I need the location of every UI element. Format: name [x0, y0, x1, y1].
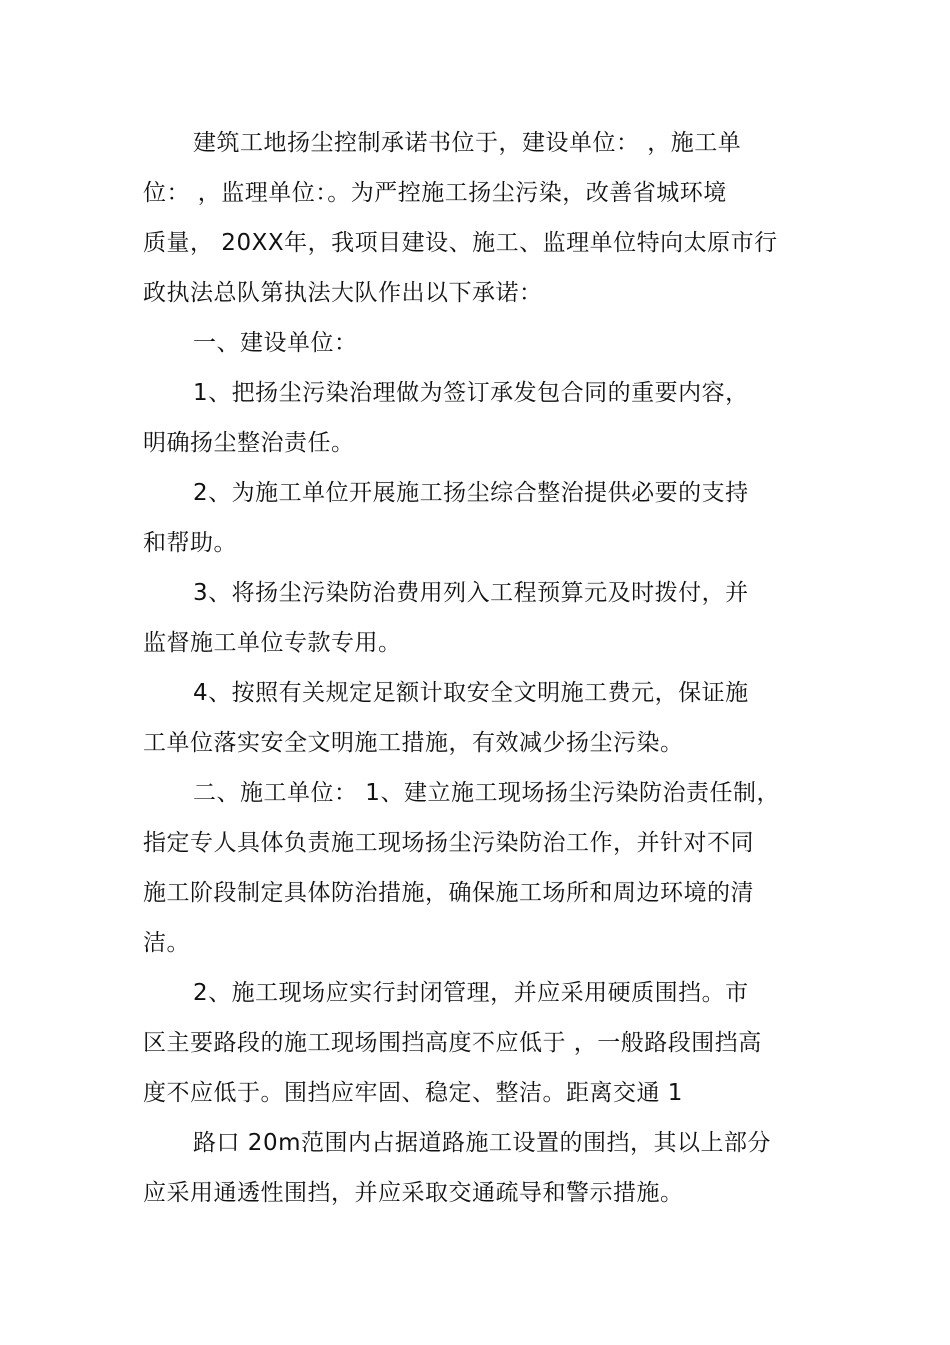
text-line: 应采用通透性围挡，并应采取交通疏导和警示措施。 — [143, 1180, 684, 1206]
text-line: 位： ，监理单位：。为严控施工扬尘污染，改善省城环境 — [143, 180, 727, 206]
text-line: 2、施工现场应实行封闭管理，并应采用硬质围挡。市 — [193, 980, 749, 1006]
text-line: 2、为施工单位开展施工扬尘综合整治提供必要的支持 — [193, 480, 749, 506]
text-line: 4、按照有关规定足额计取安全文明施工费元，保证施 — [193, 680, 749, 706]
text-line: 政执法总队第执法大队作出以下承诺： — [143, 280, 543, 306]
section-heading: 一、建设单位： — [193, 330, 358, 356]
text-line: 路口 20m范围内占据道路施工设置的围挡，其以上部分 — [193, 1130, 771, 1156]
section-heading: 二、施工单位： 1、建立施工现场扬尘污染防治责任制， — [193, 780, 780, 806]
text-line: 工单位落实安全文明施工措施，有效减少扬尘污染。 — [143, 730, 684, 756]
text-line: 指定专人具体负责施工现场扬尘污染防治工作，并针对不同 — [143, 830, 754, 856]
text-line: 3、将扬尘污染防治费用列入工程预算元及时拨付，并 — [193, 580, 749, 606]
text-line: 和帮助。 — [143, 530, 237, 556]
text-line: 质量， 20XX年，我项目建设、施工、监理单位特向太原市行 — [143, 230, 778, 256]
text-line: 建筑工地扬尘控制承诺书位于，建设单位： ，施工单 — [193, 130, 742, 156]
text-line: 监督施工单位专款专用。 — [143, 630, 402, 656]
text-line: 区主要路段的施工现场围挡高度不应低于 ，一般路段围挡高 — [143, 1030, 762, 1056]
text-line: 1、把扬尘污染治理做为签订承发包合同的重要内容， — [193, 380, 749, 406]
text-line: 施工阶段制定具体防治措施，确保施工场所和周边环境的清 — [143, 880, 754, 906]
text-line: 洁。 — [143, 930, 190, 956]
text-line: 明确扬尘整治责任。 — [143, 430, 355, 456]
text-line: 度不应低于。围挡应牢固、稳定、整洁。距离交通 1 — [143, 1080, 683, 1106]
